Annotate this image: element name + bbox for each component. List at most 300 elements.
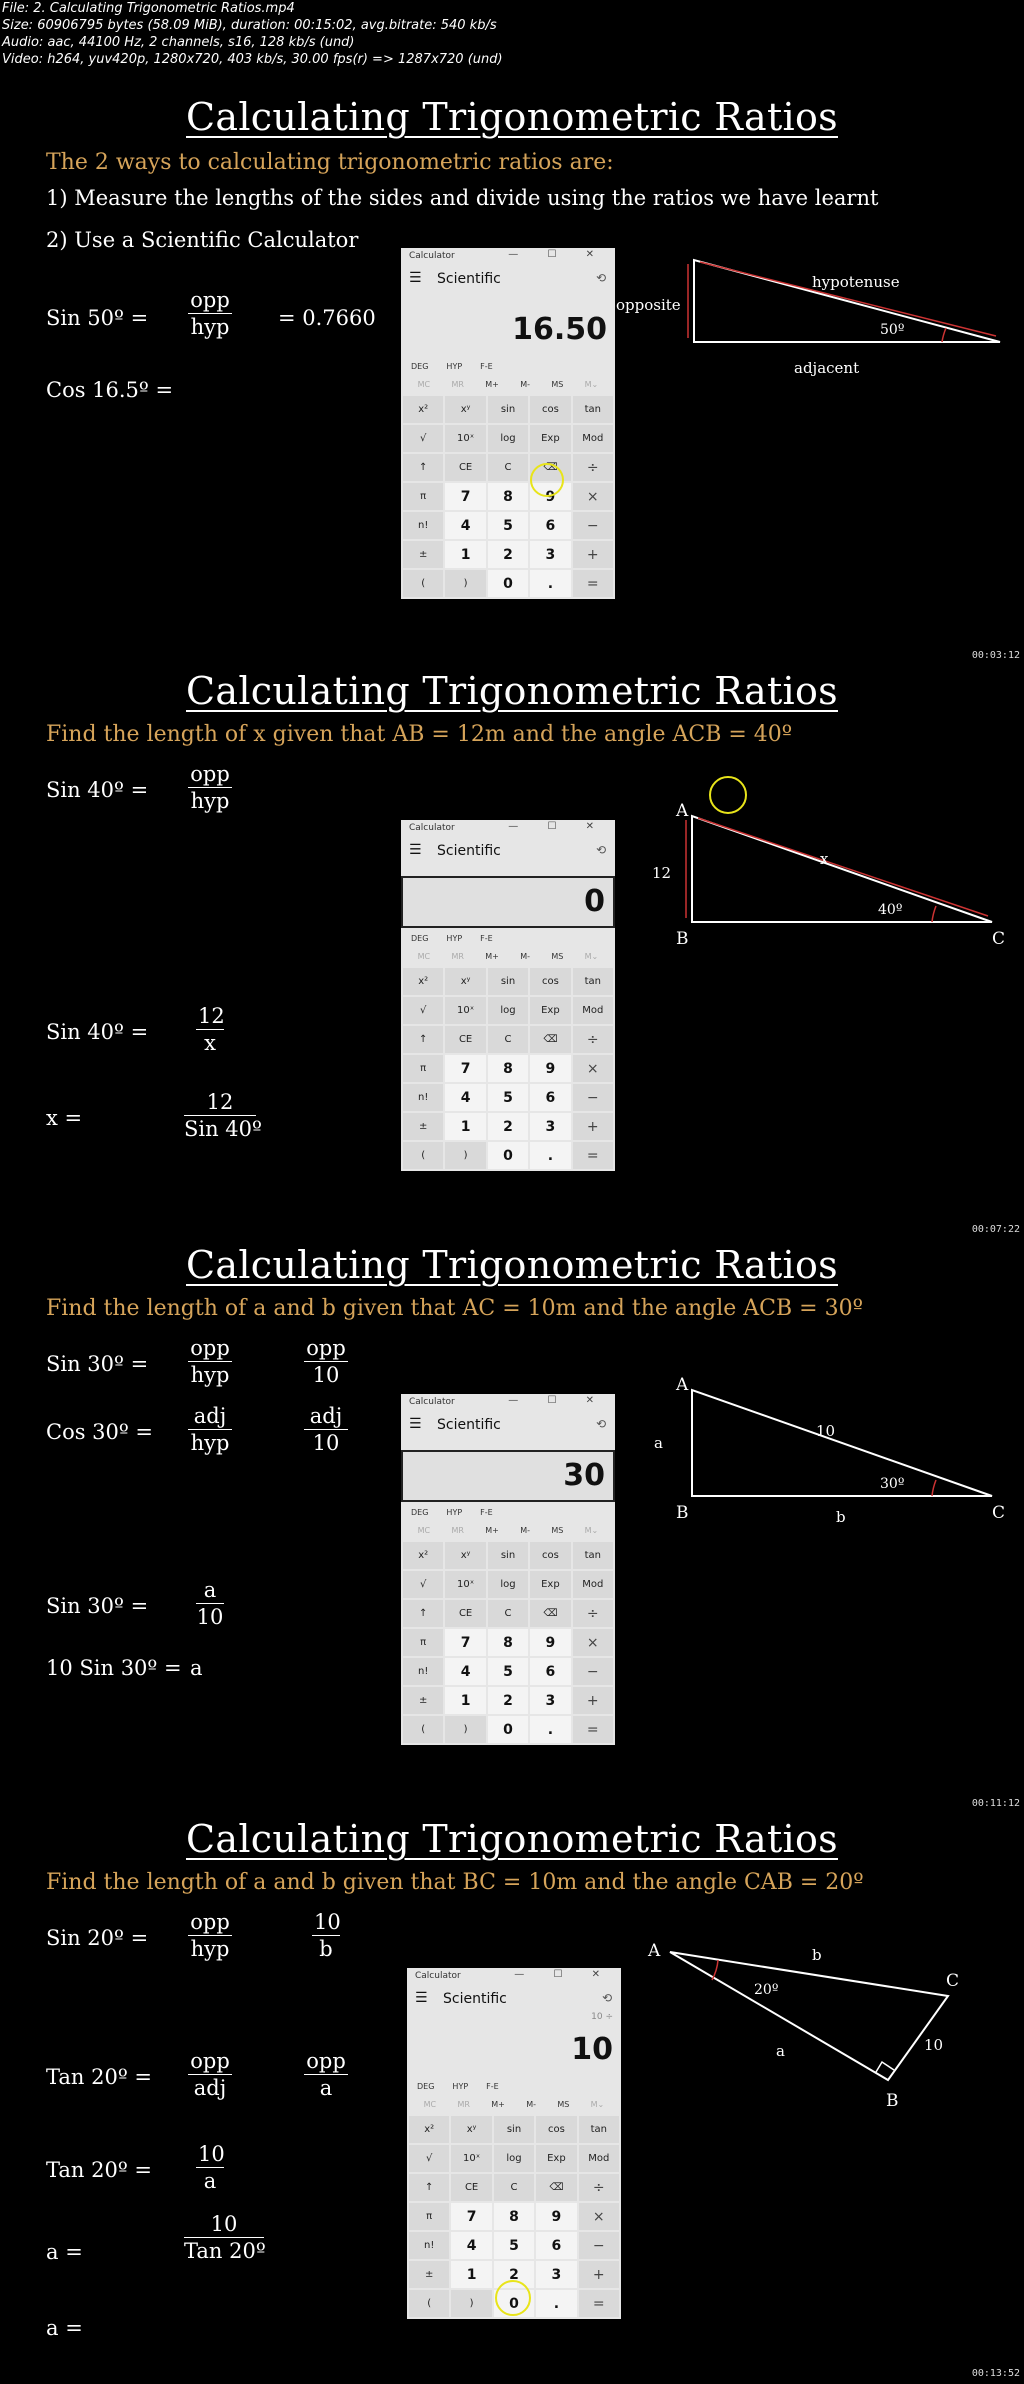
- calculator-key-18[interactable]: 9: [530, 1055, 570, 1082]
- video-frame-2: [0, 662, 1024, 1236]
- calculator-key-2[interactable]: sin: [488, 396, 528, 423]
- memory-button[interactable]: M+: [491, 2100, 505, 2109]
- vertex-b: B: [676, 1503, 689, 1523]
- fraction-numerator: adj: [188, 1404, 232, 1430]
- history-icon[interactable]: ⟲: [601, 1991, 612, 2005]
- calculator-key-32[interactable]: 0: [494, 2290, 534, 2317]
- calculator-key-29[interactable]: +: [579, 2261, 619, 2288]
- calculator-key-23[interactable]: 6: [536, 2232, 576, 2259]
- calculator-key-26[interactable]: 1: [445, 541, 485, 568]
- calculator-key-22[interactable]: 5: [488, 1658, 528, 1685]
- fraction-numerator: opp: [188, 288, 232, 314]
- fraction-denominator: adj: [193, 2076, 227, 2100]
- fraction-denominator: a: [319, 2076, 333, 2100]
- calculator-key-6[interactable]: 10ˣ: [451, 2145, 491, 2172]
- calculator-key-27[interactable]: 2: [494, 2261, 534, 2288]
- triangle-shape: [670, 1952, 948, 2080]
- equation-fraction: [188, 1910, 232, 1961]
- equation-fraction: [196, 2142, 224, 2193]
- equation-label: Tan 20º =: [46, 2065, 152, 2089]
- calculator-key-19[interactable]: ×: [573, 1055, 613, 1082]
- calculator-key-3[interactable]: cos: [530, 396, 570, 423]
- question-text: Find the length of a and b given that BC = 10m and the angle CAB = 20º: [46, 1870, 864, 1895]
- calculator-key-32[interactable]: 0: [488, 1716, 528, 1743]
- calculator-key-34[interactable]: =: [573, 1716, 613, 1743]
- equation-fraction: [184, 2212, 264, 2263]
- fraction-denominator: hyp: [190, 1431, 230, 1455]
- calculator-key-20[interactable]: n!: [403, 1658, 443, 1685]
- calculator-key-3[interactable]: cos: [530, 968, 570, 995]
- angle-mode-button[interactable]: HYP: [452, 2082, 469, 2091]
- label-side-a: a: [776, 2042, 785, 2060]
- calculator-key-5[interactable]: √: [403, 425, 443, 452]
- point-2: 2) Use a Scientific Calculator: [46, 228, 359, 252]
- calculator-key-15[interactable]: π: [403, 1055, 443, 1082]
- window-controls[interactable]: — ☐ ✕: [514, 1969, 613, 1980]
- equation-label: a =: [46, 2316, 83, 2340]
- memory-button[interactable]: MC: [417, 952, 431, 961]
- timestamp: 00:07:22: [971, 1224, 1020, 1235]
- label-side-b: b: [812, 1946, 822, 1964]
- angle-mode-button[interactable]: DEG: [417, 2082, 435, 2091]
- calculator-key-25[interactable]: ±: [403, 1687, 443, 1714]
- equation-label: a =: [46, 2240, 83, 2264]
- equation-fraction: [304, 1336, 348, 1387]
- equation-fraction: [188, 288, 232, 339]
- calculator-display: 30: [401, 1450, 615, 1502]
- calculator-key-10[interactable]: ↑: [403, 454, 443, 481]
- calculator-window: [401, 248, 615, 599]
- calculator-key-7[interactable]: log: [488, 425, 528, 452]
- fraction-denominator: x: [204, 1031, 216, 1055]
- calculator-key-32[interactable]: 0: [488, 1142, 528, 1169]
- calculator-title: Calculator: [409, 823, 455, 833]
- label-side-hyp: 10: [816, 1422, 836, 1440]
- memory-button[interactable]: M⌄: [584, 380, 599, 389]
- calculator-key-24[interactable]: −: [573, 512, 613, 539]
- calculator-key-33[interactable]: .: [530, 570, 570, 597]
- angle-mode-button[interactable]: HYP: [446, 934, 463, 943]
- calculator-key-25[interactable]: ±: [403, 541, 443, 568]
- history-icon[interactable]: ⟲: [595, 843, 606, 857]
- equation-fraction: [188, 1404, 232, 1455]
- memory-button[interactable]: MR: [451, 952, 464, 961]
- triangle-diagram: [640, 802, 1020, 962]
- equation-label: Sin 20º =: [46, 1926, 149, 1950]
- memory-button[interactable]: M-: [520, 380, 531, 389]
- menu-icon[interactable]: ☰: [415, 1990, 428, 2006]
- vertex-b: B: [886, 2091, 899, 2111]
- equation-label: Tan 20º =: [46, 2158, 152, 2182]
- fraction-denominator: b: [319, 1937, 333, 1961]
- calculator-key-0[interactable]: x²: [403, 968, 443, 995]
- calculator-key-5[interactable]: √: [409, 2145, 449, 2172]
- side-x-arrow: [698, 818, 988, 916]
- calculator-key-20[interactable]: n!: [403, 1084, 443, 1111]
- equation-label: Cos 30º =: [46, 1420, 154, 1444]
- equation-fraction: [188, 762, 232, 813]
- triangle-shape: [692, 1390, 992, 1496]
- calculator-key-27[interactable]: 2: [488, 1113, 528, 1140]
- calculator-key-11[interactable]: CE: [445, 1600, 485, 1627]
- label-adjacent: adjacent: [794, 359, 860, 377]
- calculator-key-9[interactable]: Mod: [573, 425, 613, 452]
- calculator-key-23[interactable]: 6: [530, 1658, 570, 1685]
- calculator-key-14[interactable]: ÷: [573, 1600, 613, 1627]
- memory-button[interactable]: MC: [417, 380, 431, 389]
- angle-mode-button[interactable]: F-E: [480, 1508, 493, 1517]
- fraction-numerator: 12: [184, 1090, 256, 1116]
- calculator-key-30[interactable]: (: [403, 1142, 443, 1169]
- memory-button[interactable]: M⌄: [584, 952, 599, 961]
- calculator-key-8[interactable]: Exp: [530, 1571, 570, 1598]
- memory-button[interactable]: M+: [485, 380, 499, 389]
- file-info-line-3: Audio: aac, 44100 Hz, 2 channels, s16, 128 kb/s (und): [2, 35, 355, 50]
- video-frame-3: [0, 1236, 1024, 1810]
- calculator-key-21[interactable]: 4: [445, 1084, 485, 1111]
- equation-fraction: [196, 1578, 224, 1629]
- memory-button[interactable]: M+: [485, 1526, 499, 1535]
- calculator-key-12[interactable]: C: [494, 2174, 534, 2201]
- calculator-key-8[interactable]: Exp: [530, 425, 570, 452]
- angle-arc: [942, 328, 946, 342]
- label-side-b: b: [836, 1508, 846, 1526]
- calculator-key-17[interactable]: 8: [494, 2203, 534, 2230]
- window-controls[interactable]: — ☐ ✕: [508, 249, 607, 260]
- equation-fraction: [312, 1910, 340, 1961]
- calculator-key-13[interactable]: ⌫: [530, 1600, 570, 1627]
- calculator-key-15[interactable]: π: [403, 483, 443, 510]
- calculator-key-34[interactable]: =: [573, 570, 613, 597]
- calculator-key-25[interactable]: ±: [403, 1113, 443, 1140]
- calculator-key-16[interactable]: 7: [451, 2203, 491, 2230]
- calculator-key-2[interactable]: sin: [488, 1542, 528, 1569]
- memory-button[interactable]: MS: [557, 2100, 570, 2109]
- question-text: Find the length of a and b given that AC = 10m and the angle ACB = 30º: [46, 1296, 863, 1321]
- calculator-key-18[interactable]: 9: [530, 1629, 570, 1656]
- calculator-key-8[interactable]: Exp: [536, 2145, 576, 2172]
- calculator-key-19[interactable]: ×: [579, 2203, 619, 2230]
- calculator-key-9[interactable]: Mod: [573, 1571, 613, 1598]
- calculator-key-22[interactable]: 5: [488, 1084, 528, 1111]
- mode-name: Scientific: [437, 271, 501, 287]
- fraction-numerator: opp: [188, 762, 232, 788]
- fraction-numerator: 10: [314, 1910, 341, 1934]
- fraction-denominator: 10: [312, 1431, 340, 1455]
- calculator-display: 0: [401, 876, 615, 928]
- calculator-key-28[interactable]: 3: [530, 1113, 570, 1140]
- cursor-highlight: [530, 463, 564, 497]
- calculator-key-9[interactable]: Mod: [579, 2145, 619, 2172]
- calculator-key-6[interactable]: 10ˣ: [445, 1571, 485, 1598]
- window-controls[interactable]: — ☐ ✕: [508, 821, 607, 832]
- calculator-key-34[interactable]: =: [573, 1142, 613, 1169]
- calculator-key-1[interactable]: xʸ: [445, 396, 485, 423]
- fraction-denominator: hyp: [190, 789, 230, 813]
- calculator-key-24[interactable]: −: [579, 2232, 619, 2259]
- calculator-key-14[interactable]: ÷: [573, 454, 613, 481]
- memory-button[interactable]: MR: [451, 380, 464, 389]
- memory-button[interactable]: M-: [520, 952, 531, 961]
- fraction-denominator: hyp: [190, 315, 230, 339]
- memory-button[interactable]: M+: [485, 952, 499, 961]
- equation-fraction: [304, 2049, 348, 2100]
- cursor-highlight: [495, 2280, 531, 2316]
- timestamp: 00:13:52: [971, 2368, 1020, 2379]
- label-angle: 20º: [754, 1982, 779, 1998]
- calculator-key-4[interactable]: tan: [579, 2116, 619, 2143]
- equation-fraction: [188, 2049, 232, 2100]
- memory-button[interactable]: MC: [423, 2100, 437, 2109]
- calculator-key-12[interactable]: C: [488, 1026, 528, 1053]
- calculator-key-23[interactable]: 6: [530, 512, 570, 539]
- calculator-key-27[interactable]: 2: [488, 1687, 528, 1714]
- calculator-key-6[interactable]: 10ˣ: [445, 997, 485, 1024]
- calculator-key-6[interactable]: 10ˣ: [445, 425, 485, 452]
- calculator-key-17[interactable]: 8: [488, 1055, 528, 1082]
- calculator-key-31[interactable]: ): [445, 570, 485, 597]
- calculator-key-16[interactable]: 7: [445, 483, 485, 510]
- history-icon[interactable]: ⟲: [595, 1417, 606, 1431]
- memory-button[interactable]: M-: [526, 2100, 537, 2109]
- fraction-numerator: opp: [304, 2049, 348, 2075]
- calculator-key-24[interactable]: −: [573, 1658, 613, 1685]
- calculator-key-10[interactable]: ↑: [409, 2174, 449, 2201]
- fraction-denominator: Sin 40º: [184, 1117, 262, 1141]
- memory-button[interactable]: MR: [451, 1526, 464, 1535]
- triangle-diagram: [640, 1376, 1020, 1536]
- calculator-window: [407, 1968, 621, 2319]
- expression-line: [401, 864, 615, 876]
- calculator-key-27[interactable]: 2: [488, 541, 528, 568]
- calculator-key-30[interactable]: (: [403, 1716, 443, 1743]
- calculator-key-8[interactable]: Exp: [530, 997, 570, 1024]
- calculator-key-29[interactable]: +: [573, 541, 613, 568]
- vertex-c: C: [992, 929, 1006, 949]
- calculator-key-11[interactable]: CE: [451, 2174, 491, 2201]
- label-angle: 40º: [878, 902, 903, 918]
- calculator-key-7[interactable]: log: [488, 997, 528, 1024]
- window-controls[interactable]: — ☐ ✕: [508, 1395, 607, 1406]
- calculator-window: [401, 1394, 615, 1745]
- calculator-key-17[interactable]: 8: [488, 483, 528, 510]
- calculator-display: 10: [571, 2032, 613, 2067]
- fraction-denominator: 10: [196, 1605, 224, 1629]
- calculator-window: [401, 820, 615, 1171]
- equation-fraction: [196, 1004, 224, 1055]
- calculator-key-17[interactable]: 8: [488, 1629, 528, 1656]
- fraction-denominator: 10: [312, 1363, 340, 1387]
- memory-button[interactable]: M-: [520, 1526, 531, 1535]
- calculator-key-21[interactable]: 4: [451, 2232, 491, 2259]
- fraction-numerator: a: [196, 1578, 224, 1604]
- slide-title: Calculating Trigonometric Ratios: [186, 669, 838, 713]
- history-icon[interactable]: ⟲: [595, 271, 606, 285]
- video-frame-4: [0, 1810, 1024, 2384]
- vertex-a: A: [648, 1941, 661, 1961]
- calculator-key-18[interactable]: 9: [530, 483, 570, 510]
- calculator-key-31[interactable]: ): [451, 2290, 491, 2317]
- calculator-key-3[interactable]: cos: [530, 1542, 570, 1569]
- equation-value: a: [190, 1656, 203, 1680]
- timestamp: 00:11:12: [971, 1798, 1020, 1809]
- calculator-key-31[interactable]: ): [445, 1142, 485, 1169]
- equation-result: = 0.7660: [278, 306, 376, 330]
- memory-button[interactable]: MS: [551, 1526, 564, 1535]
- label-angle: 50º: [880, 322, 905, 338]
- mode-name: Scientific: [443, 1991, 507, 2007]
- calculator-key-33[interactable]: .: [530, 1716, 570, 1743]
- calculator-key-2[interactable]: sin: [488, 968, 528, 995]
- calculator-key-29[interactable]: +: [573, 1687, 613, 1714]
- angle-mode-button[interactable]: HYP: [446, 1508, 463, 1517]
- calculator-key-30[interactable]: (: [403, 570, 443, 597]
- fraction-denominator: Tan 20º: [184, 2239, 266, 2263]
- calculator-key-1[interactable]: xʸ: [445, 968, 485, 995]
- calculator-key-28[interactable]: 3: [530, 1687, 570, 1714]
- calculator-key-12[interactable]: C: [488, 454, 528, 481]
- calculator-key-5[interactable]: √: [403, 1571, 443, 1598]
- slide-title: Calculating Trigonometric Ratios: [186, 1243, 838, 1287]
- menu-icon[interactable]: ☰: [409, 842, 422, 858]
- calculator-key-20[interactable]: n!: [409, 2232, 449, 2259]
- calculator-key-16[interactable]: 7: [445, 1055, 485, 1082]
- fraction-numerator: opp: [188, 1336, 232, 1362]
- calculator-key-26[interactable]: 1: [451, 2261, 491, 2288]
- triangle-diagram: [616, 250, 1010, 410]
- calculator-key-30[interactable]: (: [409, 2290, 449, 2317]
- label-opposite: opposite: [616, 296, 681, 314]
- calculator-key-0[interactable]: x²: [403, 396, 443, 423]
- fraction-denominator: a: [203, 2169, 217, 2193]
- vertex-b: B: [676, 929, 689, 949]
- memory-button[interactable]: MS: [551, 380, 564, 389]
- calculator-key-11[interactable]: CE: [445, 454, 485, 481]
- calculator-key-11[interactable]: CE: [445, 1026, 485, 1053]
- vertex-a: A: [676, 801, 689, 821]
- equation-label: x =: [46, 1106, 83, 1130]
- memory-button[interactable]: M⌄: [584, 1526, 599, 1535]
- video-frame-1: [0, 88, 1024, 662]
- calculator-display: 16.50: [512, 312, 607, 347]
- calculator-key-22[interactable]: 5: [488, 512, 528, 539]
- expression-line: 10 ÷: [591, 2012, 613, 2022]
- calculator-key-19[interactable]: ×: [573, 483, 613, 510]
- calculator-key-1[interactable]: xʸ: [445, 1542, 485, 1569]
- label-side-a: a: [654, 1434, 663, 1452]
- angle-mode-button[interactable]: DEG: [411, 362, 429, 371]
- calculator-key-28[interactable]: 3: [530, 541, 570, 568]
- label-side-bc: 10: [924, 2036, 944, 2054]
- calculator-key-13[interactable]: ⌫: [530, 454, 570, 481]
- label-angle: 30º: [880, 1476, 905, 1492]
- calculator-key-25[interactable]: ±: [409, 2261, 449, 2288]
- calculator-key-2[interactable]: sin: [494, 2116, 534, 2143]
- calculator-key-4[interactable]: tan: [573, 1542, 613, 1569]
- calculator-key-0[interactable]: x²: [409, 2116, 449, 2143]
- angle-mode-button[interactable]: F-E: [480, 362, 493, 371]
- calculator-key-23[interactable]: 6: [530, 1084, 570, 1111]
- calculator-key-4[interactable]: tan: [573, 396, 613, 423]
- calculator-key-26[interactable]: 1: [445, 1687, 485, 1714]
- memory-button[interactable]: MR: [457, 2100, 470, 2109]
- fraction-numerator: opp: [304, 1336, 348, 1362]
- calculator-key-21[interactable]: 4: [445, 1658, 485, 1685]
- calculator-key-15[interactable]: π: [409, 2203, 449, 2230]
- angle-mode-button[interactable]: DEG: [411, 934, 429, 943]
- calculator-key-7[interactable]: log: [494, 2145, 534, 2172]
- memory-button[interactable]: MC: [417, 1526, 431, 1535]
- calculator-key-14[interactable]: ÷: [573, 1026, 613, 1053]
- memory-button[interactable]: MS: [551, 952, 564, 961]
- calculator-key-26[interactable]: 1: [445, 1113, 485, 1140]
- calculator-key-13[interactable]: ⌫: [530, 1026, 570, 1053]
- calculator-key-29[interactable]: +: [573, 1113, 613, 1140]
- calculator-key-4[interactable]: tan: [573, 968, 613, 995]
- calculator-key-28[interactable]: 3: [536, 2261, 576, 2288]
- calculator-key-13[interactable]: ⌫: [536, 2174, 576, 2201]
- calculator-key-20[interactable]: n!: [403, 512, 443, 539]
- equation-label: Sin 30º =: [46, 1594, 149, 1618]
- angle-mode-button[interactable]: F-E: [486, 2082, 499, 2091]
- calculator-key-7[interactable]: log: [488, 1571, 528, 1598]
- calculator-key-1[interactable]: xʸ: [451, 2116, 491, 2143]
- calculator-key-0[interactable]: x²: [403, 1542, 443, 1569]
- vertex-a: A: [676, 1375, 689, 1395]
- angle-arc: [932, 1480, 936, 1496]
- fraction-numerator: adj: [304, 1404, 348, 1430]
- calculator-key-10[interactable]: ↑: [403, 1600, 443, 1627]
- expression-line: [401, 292, 615, 304]
- calculator-key-9[interactable]: Mod: [573, 997, 613, 1024]
- calculator-key-10[interactable]: ↑: [403, 1026, 443, 1053]
- memory-button[interactable]: M⌄: [590, 2100, 605, 2109]
- equation-fraction: [188, 1336, 232, 1387]
- calculator-key-24[interactable]: −: [573, 1084, 613, 1111]
- menu-icon[interactable]: ☰: [409, 1416, 422, 1432]
- calculator-key-32[interactable]: 0: [488, 570, 528, 597]
- calculator-key-14[interactable]: ÷: [579, 2174, 619, 2201]
- calculator-key-16[interactable]: 7: [445, 1629, 485, 1656]
- calculator-key-19[interactable]: ×: [573, 1629, 613, 1656]
- vertex-c: C: [946, 1971, 960, 1991]
- calculator-key-15[interactable]: π: [403, 1629, 443, 1656]
- vertex-c: C: [992, 1503, 1006, 1523]
- equation-label: Cos 16.5º =: [46, 378, 174, 402]
- calculator-key-12[interactable]: C: [488, 1600, 528, 1627]
- calculator-key-3[interactable]: cos: [536, 2116, 576, 2143]
- calculator-key-34[interactable]: =: [579, 2290, 619, 2317]
- calculator-key-18[interactable]: 9: [536, 2203, 576, 2230]
- equation-label: Sin 30º =: [46, 1352, 149, 1376]
- angle-mode-button[interactable]: HYP: [446, 362, 463, 371]
- angle-mode-button[interactable]: F-E: [480, 934, 493, 943]
- angle-mode-button[interactable]: DEG: [411, 1508, 429, 1517]
- label-side-x: x: [820, 850, 829, 868]
- triangle-diagram: [640, 1920, 1020, 2130]
- file-info-line-2: Size: 60906795 bytes (58.09 MiB), duration: 00:15:02, avg.bitrate: 540 kb/s: [2, 18, 497, 33]
- calculator-key-31[interactable]: ): [445, 1716, 485, 1743]
- calculator-key-5[interactable]: √: [403, 997, 443, 1024]
- calculator-key-33[interactable]: .: [536, 2290, 576, 2317]
- calculator-key-33[interactable]: .: [530, 1142, 570, 1169]
- fraction-numerator: 10: [198, 2142, 225, 2166]
- menu-icon[interactable]: ☰: [409, 270, 422, 286]
- calculator-key-21[interactable]: 4: [445, 512, 485, 539]
- equation-label: Sin 40º =: [46, 1020, 149, 1044]
- fraction-numerator: opp: [188, 2049, 232, 2075]
- calculator-key-22[interactable]: 5: [494, 2232, 534, 2259]
